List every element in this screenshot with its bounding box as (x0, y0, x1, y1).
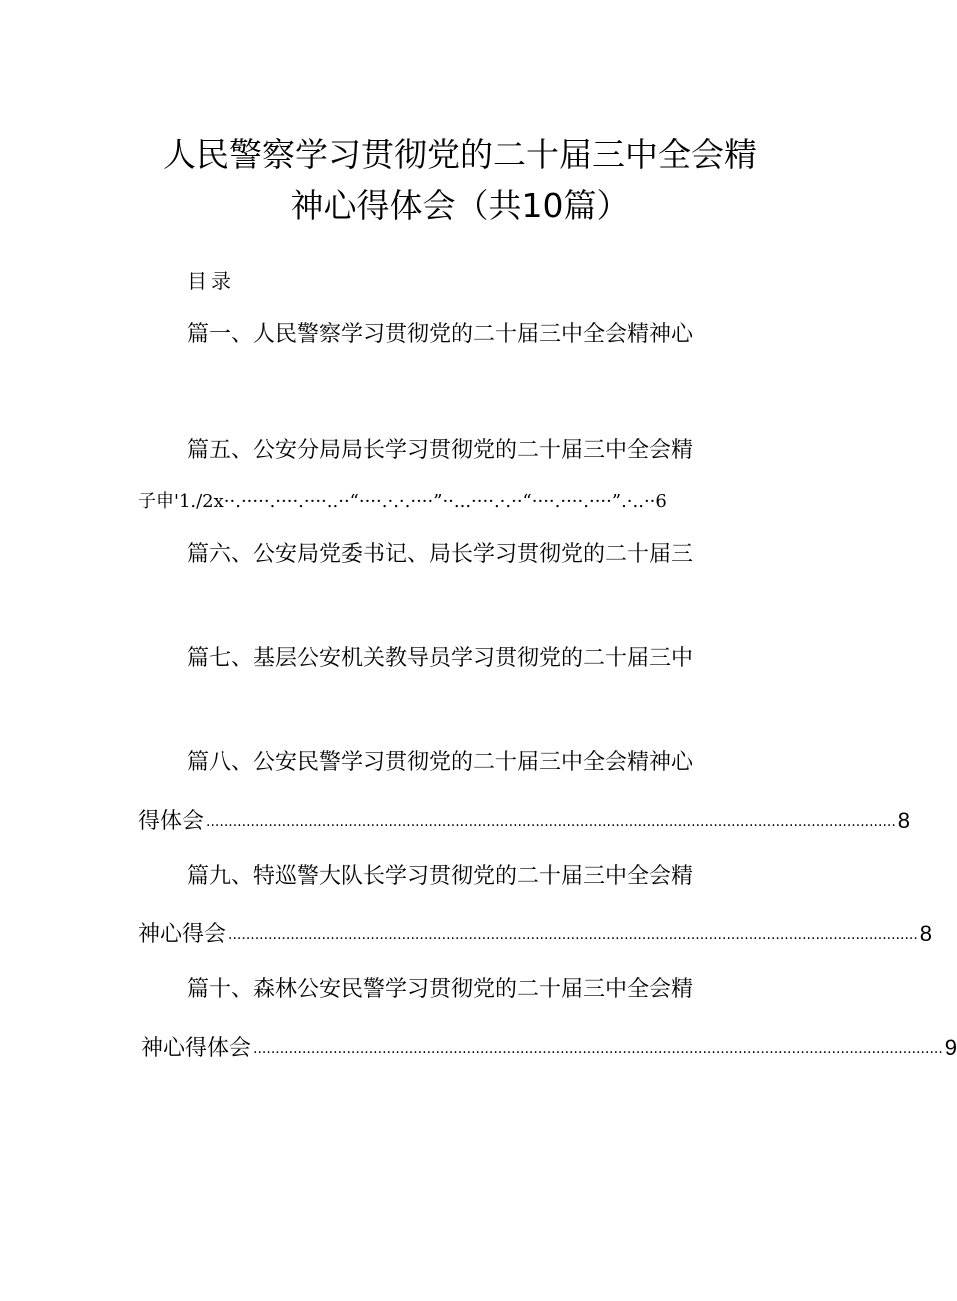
toc-entry-7[interactable]: 篇七、基层公安机关教导员学习贯彻党的二十届三中 (187, 646, 694, 671)
toc-entry-10-page-number: 9 (944, 1035, 957, 1060)
leader-dots: ........................................................................................................................................................... (228, 927, 918, 943)
leader-dots: ........................................................................................................................................................... (253, 1041, 943, 1057)
toc-entry-9[interactable]: 篇九、特巡警大队长学习贯彻党的二十届三中全会精 (187, 864, 694, 889)
toc-entry-8[interactable]: 篇八、公安民警学习贯彻党的二十届三中全会精神心 (187, 750, 694, 775)
toc-entry-9-continuation[interactable] (138, 917, 933, 954)
toc-entry-5[interactable]: 篇五、公安分局局长学习贯彻党的二十届三中全会精 (187, 438, 694, 463)
document-title-line-2: 神心得体会（共10篇） (290, 186, 630, 225)
toc-entry-10[interactable]: 篇十、森林公安民警学习贯彻党的二十届三中全会精 (187, 977, 694, 1002)
document-title-line-1: 人民警察学习贯彻党的二十届三中全会精 (163, 135, 757, 174)
leader-dots: ........................................................................................................................................................... (206, 814, 896, 830)
toc-entry-6[interactable]: 篇六、公安局党委书记、局长学习贯彻党的二十届三 (187, 542, 694, 567)
toc-entry-10-cont-text: 神心得体会 (141, 1036, 252, 1061)
toc-entry-8-page-number: 8 (897, 808, 911, 833)
toc-entry-8-continuation[interactable] (138, 804, 911, 841)
toc-entry-5-garbled-leader: 子申'1./2x··.·····.····.····..··“····.·.·.····”··...····.·.··“····.····.····”.·..··6 (138, 491, 667, 512)
toc-entry-10-continuation[interactable] (141, 1031, 957, 1068)
toc-entry-9-cont-text: 神心得会 (138, 922, 227, 947)
toc-entry-8-cont-text: 得体会 (138, 809, 205, 834)
toc-entry-1[interactable]: 篇一、人民警察学习贯彻党的二十届三中全会精神心 (187, 322, 694, 347)
toc-entry-9-page-number: 8 (919, 921, 933, 946)
toc-heading: 目录 (187, 269, 235, 293)
